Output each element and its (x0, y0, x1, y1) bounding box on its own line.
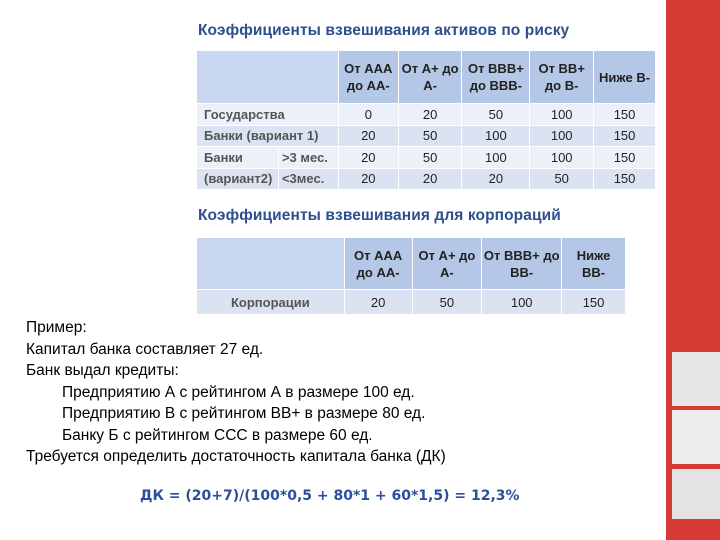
header-cell: От BBB+ до BB- (482, 238, 562, 290)
row-label: Банки (197, 147, 279, 169)
example-line: Предприятию В с рейтингом ВВ+ в размере 80 ед. (62, 405, 426, 422)
table-header-row (197, 238, 626, 290)
corporate-risk-weights-table (196, 237, 626, 315)
table-cell: 100 (462, 125, 530, 147)
table-cell: 20 (338, 125, 398, 147)
table-cell: 100 (530, 125, 594, 147)
row-sublabel: >3 мес. (278, 147, 338, 169)
example-line: Банку Б с рейтингом ССС в размере 60 ед. (62, 426, 373, 444)
header-cell: От BB+ до B- (530, 51, 594, 104)
table-header-row (197, 51, 656, 104)
asset-risk-weights-table (196, 50, 656, 190)
example-line: Требуется определить достаточность капитала банка (ДК) (26, 448, 446, 465)
table-cell: 20 (338, 147, 398, 169)
table-row (197, 125, 656, 147)
table-cell: 50 (398, 125, 462, 147)
table-row (197, 147, 656, 169)
table1-title: Коэффициенты взвешивания активов по риску (198, 22, 570, 39)
table-cell: 20 (398, 104, 462, 126)
table-cell: 100 (530, 147, 594, 169)
header-cell: От A+ до A- (398, 51, 462, 104)
header-cell: От AAA до AA- (344, 238, 412, 290)
row-label: Государства (197, 104, 339, 126)
table-row (197, 168, 656, 190)
table-cell: 0 (338, 104, 398, 126)
row-sublabel: <3мес. (278, 168, 338, 190)
example-line: Предприятию А с рейтингом А в размере 100 ед. (62, 383, 415, 401)
table-cell: 20 (338, 168, 398, 190)
header-cell: Ниже BB- (562, 238, 626, 290)
header-cell: От AAA до AA- (338, 51, 398, 104)
side-decor-block (672, 410, 720, 464)
table-cell: 50 (398, 147, 462, 169)
table-cell: 150 (562, 290, 626, 315)
table-cell: 50 (530, 168, 594, 190)
row-label: (вариант2) (197, 168, 279, 190)
table-cell: 100 (530, 104, 594, 126)
table-cell: 150 (594, 168, 656, 190)
header-cell: Ниже B- (594, 51, 656, 104)
header-corner-cell (197, 51, 339, 104)
table-row (197, 290, 626, 315)
table-cell: 20 (398, 168, 462, 190)
table2-title: Коэффициенты взвешивания для корпораций (198, 207, 561, 224)
side-decor-block (672, 352, 720, 406)
table-cell: 150 (594, 104, 656, 126)
table-row (197, 104, 656, 126)
row-label: Банки (вариант 1) (197, 125, 339, 147)
table-cell: 100 (482, 290, 562, 315)
header-cell: От A+ до A- (412, 238, 482, 290)
table-cell: 50 (462, 104, 530, 126)
table-cell: 20 (462, 168, 530, 190)
table-cell: 150 (594, 125, 656, 147)
table-cell: 150 (594, 147, 656, 169)
example-line: Пример: (26, 319, 87, 336)
table-cell: 20 (344, 290, 412, 315)
example-line: Капитал банка составляет 27 ед. (26, 340, 264, 358)
header-cell: От BBB+ до BBB- (462, 51, 530, 104)
side-decor-block (672, 469, 720, 519)
example-line: Банк выдал кредиты: (26, 362, 179, 379)
table-cell: 50 (412, 290, 482, 315)
table-cell: 100 (462, 147, 530, 169)
capital-adequacy-formula: ДК = (20+7)/(100*0,5 + 80*1 + 60*1,5) = 12,3% (140, 488, 520, 504)
example-text-block (26, 317, 446, 468)
row-label: Корпорации (197, 290, 345, 315)
header-corner-cell (197, 238, 345, 290)
